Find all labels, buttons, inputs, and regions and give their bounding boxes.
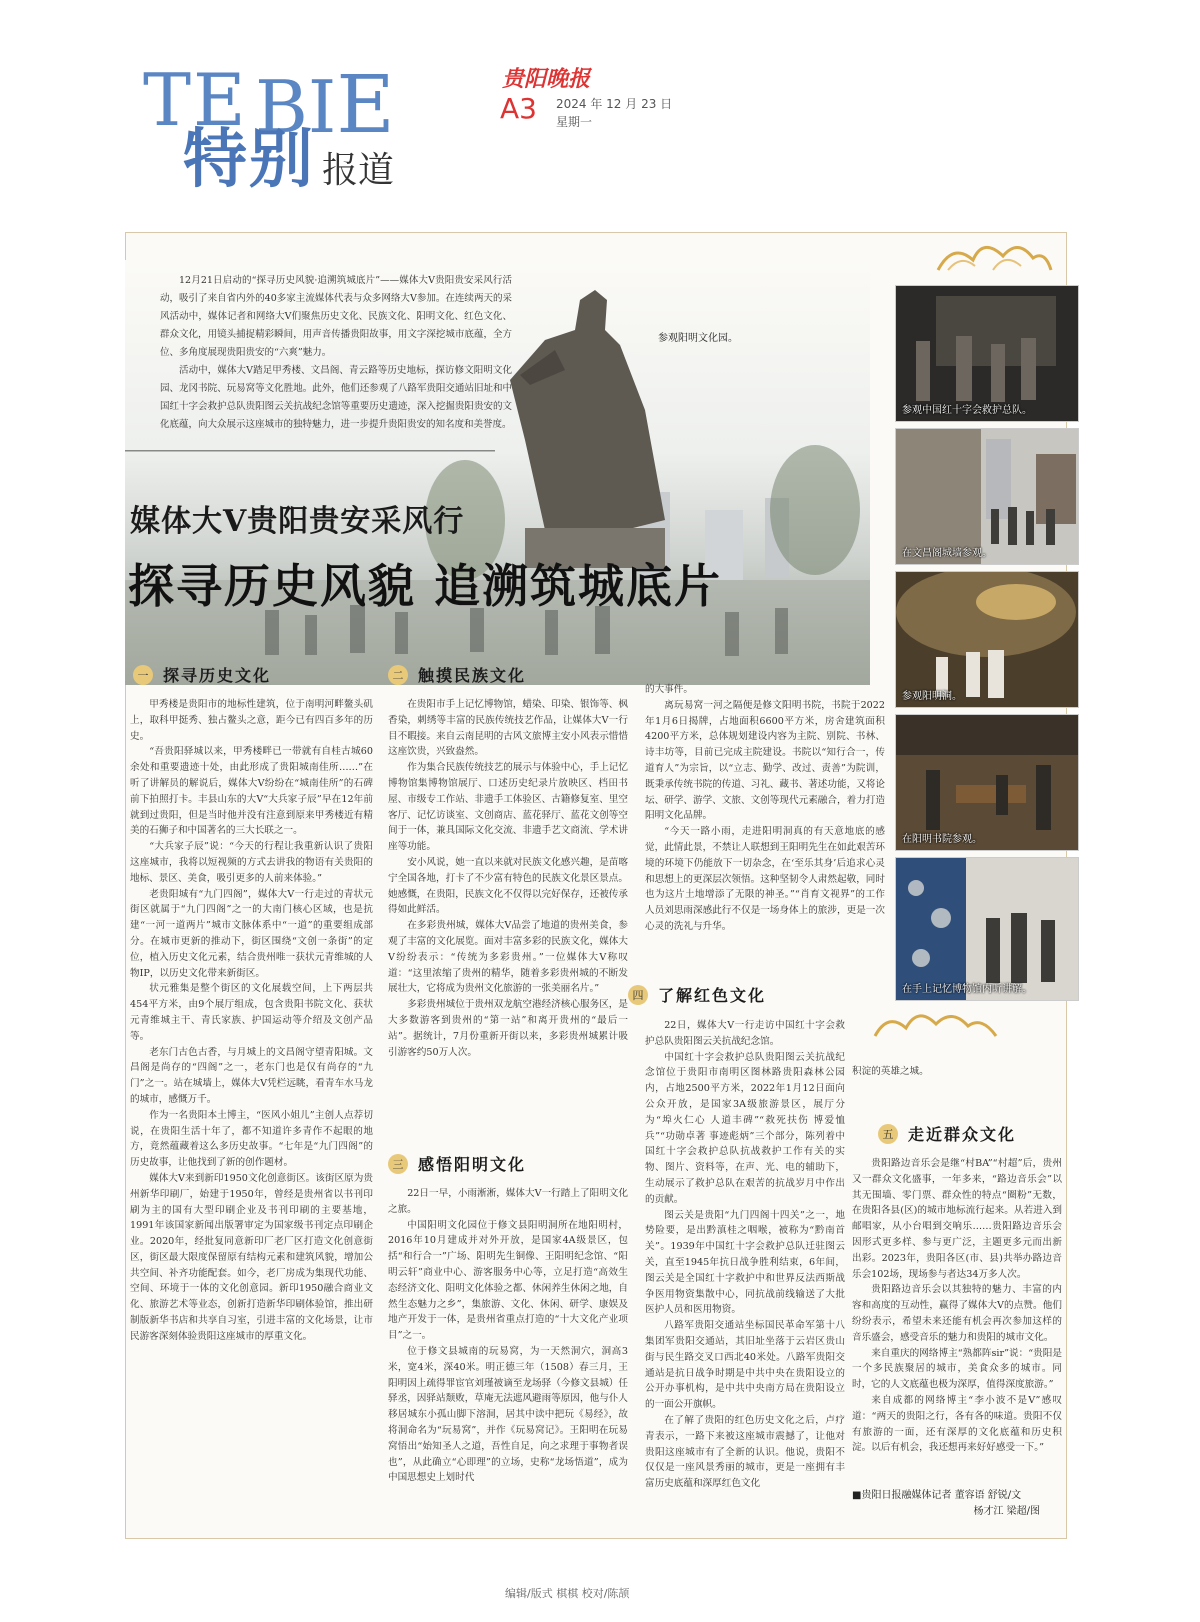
section-number: 二 bbox=[388, 665, 408, 685]
body-paragraph: 积淀的英雄之城。 bbox=[852, 1066, 929, 1077]
masthead-suffix: 报道 bbox=[322, 150, 395, 191]
body-paragraph: 媒体大V来到新印1950文化创意街区。该街区原为贵州新华印刷厂，始建于1950年，曾经是贵州省以书刊印刷为主的国有大型印刷企业及书刊印刷的主要基地，1991年该国家新闻出版署审定为国家级书刊定点印刷企业。2020年，经批复同意新印厂老厂区打造文化创意街区，街区最大限度保留原有结构元素和建筑风貌，增加公共空间、补齐功能配套。如今，老厂房成为集现代功能、空间、环境于一体的文化创意园。新印1950融合商业文化、旅游艺术等业态，创新打造新华印刷体验馆，推出研制版新华书店和共享自习室，引进丰富的文化场景，让市民游客深刻体验贵阳这座城市的厚重文化。 bbox=[130, 1172, 373, 1342]
section-title: 走近群众文化 bbox=[908, 1125, 1017, 1144]
body-paragraph: “大兵家子辰”说：“今天的行程让我重新认识了贵阳这座城市，我将以短视频的方式去讲我的物语有关贵阳的地标、景区、美食，吸引更多的人前来体验。” bbox=[130, 841, 373, 884]
body-paragraph: 状元雅集是整个街区的文化展载空间，上下两层共454平方米，由9个展厅组成，包含贵阳书院文化、获状元青维城主干、青氏家族、护国运动等介绍及文创产品等。 bbox=[130, 983, 373, 1042]
issue-date: 2024 年 12 月 23 日 bbox=[556, 97, 673, 111]
body-paragraph: 中国阳明文化园位于修文县阳明洞所在地阳明村，2016年10月建成并对外开放，是国家4A级景区，包括“和行合一”广场、阳明先生铜像、王阳明纪念馆、“阳明云轩”商业中心、游客服务中心等，立足打造“高效生态经济文化、阳明文化体验之都、休闲养生休闲之地，自然生态魅力之乡”，集旅游、文化、休闲、研学、康娱及地产开发于一体，是贵州省重点打造的“十大文化产业项目”之一。 bbox=[388, 1219, 628, 1342]
photo-caption: 参观中国红十字会救护总队。 bbox=[902, 405, 1032, 416]
section-title: 探寻历史文化 bbox=[163, 666, 272, 685]
section-number: 一 bbox=[133, 665, 153, 685]
photo-museum bbox=[895, 857, 1079, 1001]
section-number: 四 bbox=[628, 985, 648, 1005]
body-paragraph: 在了解了贵阳的红色历史文化之后，卢疗青表示，一路下来被这座城市震撼了，让他对贵阳这座城市有了全新的认识。他说，贵阳不仅仅是一座风景秀丽的城市，更是一座拥有丰富历史底蕴和深厚红色文化 bbox=[645, 1414, 845, 1490]
body-paragraph: 在贵阳市手上记忆博物馆，蜡染、印染、银饰等、枫香染，刺绣等丰富的民族传统技艺作品，让媒体大V一行目不暇接。来自云南昆明的古风文旅博主安小风表示惜惜这座饮贵，兴致盎然。 bbox=[388, 699, 628, 758]
body-paragraph: 甲秀楼是贵阳市的地标性建筑，位于南明河畔鳌头矶上，取科甲挺秀、独占鳌头之意，距今已有四百多年的历史。 bbox=[130, 699, 373, 742]
section-title: 了解红色文化 bbox=[658, 986, 767, 1005]
body-paragraph: 多彩贵州城位于贵州双龙航空港经济核心服务区，是大多数游客到贵州的“第一站”和离开贵州的“最后一站”。据统计，7月份重新开街以来，多彩贵州城累计吸引游客约50万人次。 bbox=[388, 999, 628, 1058]
hero-caption: 参观阳明文化园。 bbox=[658, 333, 738, 344]
body-paragraph: 老东门古色古香，与月城上的文昌阁守望青阳城。文昌阁是尚存的“四阁”之一，老东门也是仅有尚存的“九门”之一。站在城墙上，媒体大V凭栏远眺，看青车水马龙的城市，感慨万千。 bbox=[130, 1046, 373, 1105]
column-4-top bbox=[852, 1064, 1062, 1080]
body-paragraph: 的大事件。 bbox=[645, 684, 693, 695]
masthead-title: 特别 bbox=[183, 123, 315, 197]
body-paragraph: 中国红十字会救护总队贵阳图云关抗战纪念馆位于贵阳市南明区图林路贵阳森林公园内，占地2500平方米，2022年1月12日面向公众开放，是国家3A级旅游景区，展厅分为“埠火仁心 人道丰碑”“救死扶伤 博爱恤兵”“功勋卓著 事迹彪炳”三个部分，陈列着中国红十字会救护总队抗战救护工作有关的实物、图片、资料等，在声、光、电的辅助下，生动展示了救护总队在艰苦的抗战岁月中作出的贡献。 bbox=[645, 1051, 845, 1205]
section-heading-2 bbox=[388, 663, 526, 686]
body-paragraph: 安小风说，她一直以来就对民族文化感兴趣，是苗喀宁全国各地，打卡了不少富有特色的民族文化景区景点。她感慨，在贵阳，民族文化不仅得以完好保存，还被传承得如此鲜活。 bbox=[388, 856, 628, 916]
photo-caption: 参观阳明洞。 bbox=[902, 691, 962, 702]
photo-red-cross bbox=[895, 285, 1079, 422]
cloud-ornament-icon bbox=[933, 232, 1053, 272]
paper-name: 贵阳晚报 bbox=[502, 66, 591, 92]
photo-yangming-cave bbox=[895, 571, 1079, 708]
section-title: 感悟阳明文化 bbox=[418, 1155, 527, 1174]
byline-photographers: 杨才江 梁超/图 bbox=[973, 1506, 1040, 1517]
body-paragraph: 22日一早，小雨淅淅，媒体大V一行踏上了阳明文化之旅。 bbox=[388, 1188, 628, 1215]
main-headline: 探寻历史风貌 追溯筑城底片 bbox=[128, 559, 723, 613]
masthead-latin-a: TE bbox=[143, 58, 248, 142]
photo-image bbox=[896, 858, 1078, 1000]
column-2-bottom bbox=[388, 1186, 628, 1486]
body-paragraph: 八路军贵阳交通站坐标国民革命军第十八集团军贵阳交通站，其旧址坐落于云岩区贵山街与民生路交叉口西北40米处。八路军贵阳交通站是抗日战争时期是中共中央在贵阳设立的公开办事机构，是中共中央南方局在贵阳设立的一面公开旗帜。 bbox=[645, 1320, 845, 1411]
body-paragraph: 来自重庆的网络博主“熟都阵sir”说：“贵阳是一个多民族聚居的城市，美食众多的城市。同时，它的人文底蕴也极为深厚，值得深度旅游。” bbox=[852, 1347, 1062, 1391]
body-paragraph: 位于修文县城南的玩易窝，为一天然洞穴，洞高3米，宽4米，深40米。明正德三年（1508）春三月，王阳明因上疏得罪宦官刘瑾被谪至龙场驿（今修文县城）任驿丞，因驿站颓败，草庵无法遮风避雨等原因，他与仆人移居城东小孤山脚下溶洞，居其中读中把玩《易经》，故将洞命名为“玩易窝”，并作《玩易窝记》。王阳明在玩易窝悟出“始知圣人之道，吾性自足，向之求理于事物者误也”，从此确立“心即理”的立场，史称“龙场悟道”，成为中国思想史上划时代 bbox=[388, 1345, 628, 1484]
section-heading-1 bbox=[133, 663, 271, 686]
cloud-ornament-icon-bottom bbox=[870, 1000, 1000, 1040]
editor-line: 编辑/版式 棋棋 校对/陈颉 bbox=[505, 1587, 630, 1600]
photo-yangming-academy bbox=[895, 714, 1079, 851]
masthead-latin-b: BIE bbox=[255, 58, 395, 151]
section-title: 触摸民族文化 bbox=[418, 666, 527, 685]
body-paragraph: 22日，媒体大V一行走访中国红十字会救护总队贵阳图云关抗战纪念馆。 bbox=[645, 1020, 845, 1047]
body-paragraph: 在多彩贵州城，媒体大V品尝了地道的贵州美食，参观了丰富的文化展览。面对丰富多彩的民族文化，媒体大V纷纷表示：“传统为多彩贵州。”一位媒体大V称叹道：“这里浓缩了贵州的精华，随着多彩贵州城的不断发展壮大，它将成为贵州文化旅游的一张美丽名片。” bbox=[388, 920, 628, 995]
photo-wenchang-wall bbox=[895, 428, 1079, 565]
body-paragraph: 贵阳路边音乐会是继“村BA”“村超”后，贵州又一群众文化盛事，一年多来，“路边音乐会”以其无围墙、零门票、群众性的特点“圈粉”无数，在贵阳各县(区)的城市地标流行起来。从若进入到邮唱家，从小台唱到交响乐……贵阳路边音乐会因形式更多样、参与更广泛，主题更多元而出新出彩。2023年，贵阳各区(市、县)共举办路边音乐会102场，现场参与者达34万多人次。 bbox=[852, 1158, 1062, 1280]
section-number: 五 bbox=[878, 1124, 898, 1144]
section-number: 三 bbox=[388, 1154, 408, 1174]
photo-caption: 在手上记忆博物馆内听讲解。 bbox=[902, 984, 1032, 995]
column-2-top bbox=[388, 697, 628, 1060]
column-1 bbox=[130, 697, 373, 1345]
section-heading-5 bbox=[878, 1122, 1016, 1145]
body-paragraph: 图云关是贵阳“九门四阁十四关”之一，地势险要，是出黔滇桂之咽喉，被称为“黔南首关”。1939年中国红十字会救护总队迁驻图云关，直至1945年抗日战争胜利结束，6年间，图云关是全国红十字救护中和世界反法西斯战争医用物资集散中心，同抗战前线输送了大批医护人员和医用物资。 bbox=[645, 1209, 845, 1316]
body-paragraph: 贵阳路边音乐会以其独特的魅力、丰富的内容和高度的互动性，赢得了媒体大V的点赞。他们纷纷表示，希望未来还能有机会再次参加这样的音乐盛会，感受音乐的魅力和贵阳的城市文化。 bbox=[852, 1284, 1062, 1343]
column-3-bottom bbox=[645, 1018, 845, 1492]
page-number: A3 bbox=[500, 92, 537, 125]
intro-paragraph: 12月21日启动的“探寻历史风貌·追溯筑城底片”——媒体大V贵阳贵安采风行活动，吸引了来自省内外的40多家主流媒体代表与众多网络大V参加。在连续两天的采风活动中，媒体记者和网络大V们聚焦历史文化、民族文化、阳明文化、红色文化、群众文化，用镜头捕捉精彩瞬间，用声音传播贵阳故事，用文字深挖城市底蕴，全方位、多角度展现贵阳贵安的“六爽”魅力。 bbox=[160, 275, 512, 358]
body-paragraph: 离玩易窝一河之隔便是修文阳明书院，书院于2022年1月6日揭牌，占地面积6600平方米，房舍建筑面积4200平方米，总体规划建设内容为主院、别院、书林、诗丰坊等，目前已完成主院建设。书院以“知行合一，传道育人”为宗旨，以“立志、勤学、改过、责善”为院训，既秉承传统书院的传道、习礼、藏书、著述功能，又将论坛、研学、游学、文旅、文创等现代元素融合，着力打造阳明文化品牌。 bbox=[645, 699, 885, 822]
byline bbox=[852, 1488, 1062, 1520]
section-heading-4 bbox=[628, 983, 766, 1006]
section-heading-3 bbox=[388, 1152, 526, 1175]
intro-paragraph: 活动中，媒体大V踏足甲秀楼、文昌阁、青云路等历史地标，探访修文阳明文化园、龙冈书院、玩易窝等文化胜地。此外，他们还参观了八路军贵阳交通站旧址和中国红十字会救护总队贵阳图云关抗战纪念馆等重要历史遗迹，深入挖掘贵阳贵安的文化底蕴，向大众展示这座城市的独特魅力，进一步提升贵阳贵安的知名度和美誉度。 bbox=[160, 365, 512, 430]
byline-writers: ■贵阳日报融媒体记者 董容语 舒锐/文 bbox=[852, 1490, 1022, 1501]
photo-caption: 在阳明书院参观。 bbox=[902, 834, 982, 845]
body-paragraph: “吾贵阳驿城以来，甲秀楼畔已一带就有自桂古城60余处和重要遗迹十处，由此形成了贵阳城南佳所……”在听了讲解员的解说后，媒体大V纷纷在“城南佳所”的石碑前下拍照打卡。丰县山东的大V“大兵家子辰”早在12年前就到过贵阳，但是当时他并没有注意到原来甲秀楼近有精美的石狮子和中国著名的三大长联之一。 bbox=[130, 746, 373, 837]
issue-weekday: 星期一 bbox=[556, 115, 593, 129]
photo-caption: 在文昌阁城墙参观。 bbox=[902, 548, 992, 559]
body-paragraph: 作为集合民族传统技艺的展示与体验中心，手上记忆博物馆集博物馆展厅、口述历史纪录片放映区、档田书屋、市级专工作站、非遗手工体验区、古籍修复室、里空客厅、记忆访谈室、文创商店、蓝花驿厅、蓝花文创等空间于一体，兼具国际文化交流、非遗手艺文商流、学术讲座等功能。 bbox=[388, 762, 628, 853]
body-paragraph: 来自成都的网络博主“李小波不是V”感叹道：“两天的贵阳之行，各有各的味道。贵阳不仅有旅游的一面，还有深厚的文化底蕴和历史积淀。以后有机会，我还想再来好好感受一下。” bbox=[852, 1394, 1062, 1454]
intro-text bbox=[160, 272, 512, 434]
body-paragraph: 老贵阳城有“九门四阁”，媒体大V一行走过的青状元街区就属于“九门四阁”之一的大南门核心区域，也是抗建“一河一道两片”城市文脉体系中“一道”的重要组成部分。在城市更新的推动下，街区围绕“文创一条街”的定位，植入历史文化元素，结合贵州唯一获状元青维城的人物IP，以历史文化带来新街区。 bbox=[130, 888, 373, 979]
column-3-top bbox=[645, 682, 885, 935]
sub-headline: 媒体大V贵阳贵安采风行 bbox=[130, 504, 465, 539]
body-paragraph: “今天一路小雨，走进阳明洞真的有天意地底的感觉，此情此景，不禁让人联想到王阳明先生在如此艰苦环境的环境下仍能放下一切杂念，在‘至乐其身’后追求心灵和思想上的更深层次领悟。这种坚韧令人肃然起敬，同时也为这片土地增添了无限的神圣。”“肖育文视界”的工作人员刘思雨深感此行不仅是一场身体上的旅涉，更是一次心灵的洗礼与升华。 bbox=[645, 826, 885, 932]
column-4-bottom bbox=[852, 1156, 1062, 1456]
body-paragraph: 作为一名贵阳本土博主，“医风小姐儿”主创人点荐切说，在贵阳生活十年了，都不知道许多青作不起眼的地方，竟然蕴藏着这么多历史故事。“七年是“九门四阁”的历史故事，让他找到了新的创作题材。 bbox=[130, 1109, 373, 1169]
